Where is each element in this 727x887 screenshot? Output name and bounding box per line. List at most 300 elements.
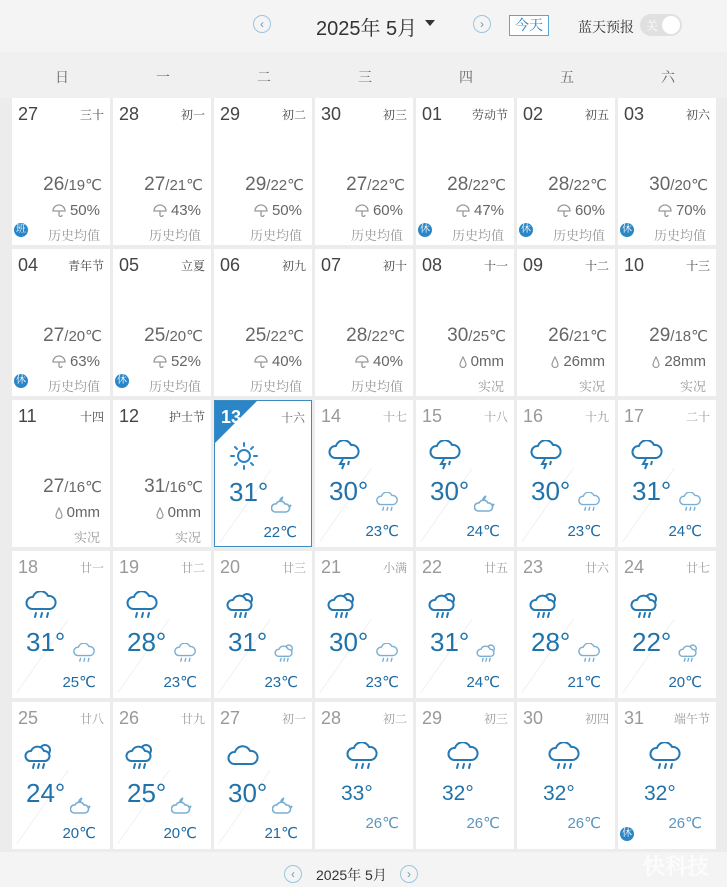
day-number: 02 (523, 104, 544, 124)
temperature-range (447, 325, 506, 347)
precipitation (152, 202, 201, 219)
rain-cloud-icon (125, 591, 159, 626)
forecast-high-temp: 30° (329, 627, 369, 657)
lunar-date: 初二 (382, 712, 407, 726)
day-cell[interactable] (618, 702, 716, 849)
next-month-button[interactable]: › (473, 15, 491, 33)
bluesky-forecast-label: 蓝天预报 (578, 19, 634, 35)
day-cell[interactable] (315, 249, 413, 396)
partly-rain-icon (529, 591, 563, 626)
day-cell[interactable] (214, 249, 312, 396)
day-number: 11 (18, 406, 37, 426)
rain-cloud-icon (446, 742, 480, 777)
temperature-range (346, 174, 405, 196)
high-temp: 27 (346, 174, 368, 195)
lunar-date: 廿一 (79, 561, 104, 575)
day-cell[interactable] (517, 551, 615, 698)
lunar-date: 廿七 (685, 561, 710, 575)
day-number: 27 (18, 104, 39, 124)
weekday-label: 四 (459, 69, 473, 85)
data-source-note: 历史均值 (148, 228, 201, 243)
lunar-date: 廿二 (180, 561, 205, 575)
lunar-date: 十一 (483, 259, 508, 273)
temperature-range (144, 174, 203, 196)
day-cell[interactable] (12, 551, 110, 698)
precipitation-value: 0mm (470, 353, 504, 370)
precipitation (556, 202, 605, 219)
forecast-low-temp: 22℃ (263, 524, 297, 541)
day-cell[interactable] (618, 400, 716, 547)
forecast-high-temp: 22° (632, 627, 672, 657)
lunar-date: 端午节 (673, 712, 710, 726)
high-temp: 25 (144, 325, 166, 346)
precipitation (54, 504, 100, 521)
forecast-low-temp: 26℃ (567, 815, 601, 832)
temperature-range (548, 325, 607, 347)
lunar-date: 初一 (180, 108, 205, 122)
day-cell[interactable] (214, 551, 312, 698)
day-number: 15 (422, 406, 443, 426)
partly-rain-icon (24, 742, 58, 777)
low-temp: /20℃ (165, 328, 203, 345)
forecast-low-temp: 24℃ (466, 523, 500, 540)
lunar-date: 护士节 (168, 410, 205, 424)
day-cell[interactable] (113, 400, 211, 547)
lunar-date: 廿三 (281, 561, 306, 575)
lunar-date: 初十 (382, 259, 407, 273)
day-number: 07 (321, 255, 342, 275)
day-number: 24 (624, 557, 645, 577)
calendar-header (0, 0, 727, 52)
high-temp: 26 (548, 325, 570, 346)
day-number: 25 (18, 708, 39, 728)
data-source-note: 历史均值 (47, 379, 100, 394)
night-partly-rain-icon (274, 643, 298, 669)
forecast-high-temp: 24° (26, 778, 66, 808)
precipitation-value: 52% (170, 353, 201, 370)
rain-cloud-icon (345, 742, 379, 777)
lunar-date: 廿九 (180, 712, 205, 726)
precipitation (152, 353, 201, 370)
precipitation-value: 70% (675, 202, 706, 219)
day-cell[interactable] (416, 551, 514, 698)
sun-icon (227, 441, 261, 476)
toggle-knob (662, 16, 680, 34)
forecast-low-temp: 24℃ (466, 674, 500, 691)
forecast-high-temp: 30° (228, 778, 268, 808)
precipitation (253, 202, 302, 219)
umbrella-icon (556, 202, 575, 219)
umbrella-icon (455, 202, 474, 219)
data-source-note: 历史均值 (451, 228, 504, 243)
umbrella-icon (657, 202, 676, 219)
data-source-note: 历史均值 (552, 228, 605, 243)
day-number: 29 (422, 708, 443, 728)
day-number: 17 (624, 406, 645, 426)
day-cell[interactable] (12, 249, 110, 396)
forecast-high-temp: 30° (329, 476, 369, 506)
lunar-date: 初五 (584, 108, 609, 122)
temperature-range (144, 476, 203, 498)
night-rain-cloud-icon (72, 643, 96, 669)
temperature-range (346, 325, 405, 347)
lunar-date: 十四 (79, 410, 104, 424)
precipitation-value: 28mm (664, 353, 706, 370)
lunar-date: 初九 (281, 259, 306, 273)
temperature-range (649, 325, 708, 347)
precipitation-value: 60% (372, 202, 403, 219)
day-number: 31 (624, 708, 645, 728)
day-cell[interactable] (214, 98, 312, 245)
day-number: 10 (624, 255, 645, 275)
thunderstorm-icon (428, 440, 462, 475)
day-cell[interactable] (12, 702, 110, 849)
holiday-badge: 休 (622, 828, 632, 839)
calendar-footer (0, 852, 727, 887)
precipitation (253, 353, 302, 370)
high-temp: 27 (43, 476, 65, 497)
thunderstorm-icon (529, 440, 563, 475)
day-cell[interactable] (517, 98, 615, 245)
partly-rain-icon (428, 591, 462, 626)
low-temp: /16℃ (165, 479, 203, 496)
day-cell[interactable] (214, 702, 312, 849)
high-temp: 30 (649, 174, 671, 195)
day-number: 16 (523, 406, 544, 426)
lunar-date: 青年节 (67, 259, 104, 273)
rain-cloud-icon (24, 591, 58, 626)
data-source-note: 历史均值 (249, 228, 302, 243)
lunar-date: 劳动节 (471, 108, 508, 122)
day-cell[interactable] (517, 702, 615, 849)
night-partly-cloudy-night-icon (272, 794, 298, 821)
lunar-date: 十九 (584, 410, 609, 424)
day-cell[interactable] (214, 400, 312, 547)
precipitation-value: 50% (69, 202, 100, 219)
day-number: 20 (220, 557, 241, 577)
data-source-note: 实况 (174, 530, 201, 545)
low-temp: /20℃ (670, 177, 708, 194)
day-number: 30 (523, 708, 544, 728)
day-number: 13 (221, 407, 242, 427)
night-partly-cloudy-night-icon (171, 794, 197, 821)
forecast-low-temp: 23℃ (365, 674, 399, 691)
weekday-label: 一 (156, 69, 170, 85)
high-temp: 30 (447, 325, 469, 346)
forecast-high-temp: 31° (430, 627, 470, 657)
umbrella-icon (354, 353, 373, 370)
precipitation (354, 202, 403, 219)
lunar-date: 二十 (685, 410, 710, 424)
data-source-note: 实况 (679, 379, 706, 394)
day-number: 05 (119, 255, 140, 275)
thunderstorm-icon (327, 440, 361, 475)
precipitation-value: 63% (69, 353, 100, 370)
data-source-note: 历史均值 (653, 228, 706, 243)
forecast-high-temp: 31° (632, 476, 672, 506)
raindrop-icon (550, 353, 563, 370)
precipitation-value: 0mm (66, 504, 100, 521)
precipitation-value: 60% (574, 202, 605, 219)
night-rain-cloud-icon (375, 492, 399, 518)
night-rain-cloud-icon (173, 643, 197, 669)
lunar-date: 十七 (382, 410, 407, 424)
low-temp: /21℃ (569, 328, 607, 345)
temperature-range (43, 476, 102, 498)
temperature-range (245, 325, 304, 347)
cloud-icon (226, 742, 260, 775)
weekday-label: 五 (560, 69, 574, 85)
lunar-date: 初三 (382, 108, 407, 122)
precipitation (51, 353, 100, 370)
day-cell[interactable] (618, 249, 716, 396)
forecast-low-temp: 26℃ (466, 815, 500, 832)
day-cell[interactable] (113, 702, 211, 849)
day-cell[interactable] (315, 98, 413, 245)
night-partly-cloudy-night-icon (70, 794, 96, 821)
low-temp: /16℃ (64, 479, 102, 496)
footer-month-title: 2025年 5月 (316, 867, 387, 883)
precipitation (354, 353, 403, 370)
day-number: 04 (18, 255, 39, 275)
forecast-low-temp: 24℃ (668, 523, 702, 540)
day-cell[interactable] (416, 249, 514, 396)
month-title[interactable]: 2025年 5月 (316, 18, 418, 40)
high-temp: 27 (43, 325, 65, 346)
temperature-range (43, 174, 102, 196)
forecast-high-temp: 30° (531, 476, 571, 506)
precipitation (455, 202, 504, 219)
day-number: 06 (220, 255, 241, 275)
weekday-label: 三 (358, 69, 372, 85)
lunar-date: 廿五 (483, 561, 508, 575)
umbrella-icon (152, 353, 171, 370)
temperature-range (245, 174, 304, 196)
day-cell[interactable] (315, 702, 413, 849)
forecast-high-temp: 25° (127, 778, 167, 808)
weekday-label: 二 (257, 69, 271, 85)
holiday-badge: 休 (117, 375, 127, 386)
forecast-high-temp: 31° (26, 627, 66, 657)
forecast-high-temp: 32° (442, 782, 474, 805)
forecast-low-temp: 26℃ (365, 815, 399, 832)
forecast-low-temp: 21℃ (264, 825, 298, 842)
low-temp: /22℃ (367, 177, 405, 194)
holiday-badge: 班 (16, 224, 26, 235)
precipitation-value: 26mm (563, 353, 605, 370)
umbrella-icon (51, 353, 70, 370)
forecast-low-temp: 20℃ (668, 674, 702, 691)
month-dropdown-caret-icon[interactable] (425, 20, 435, 26)
forecast-low-temp: 23℃ (264, 674, 298, 691)
raindrop-icon (458, 353, 471, 370)
precipitation-value: 47% (473, 202, 504, 219)
night-partly-rain-icon (678, 643, 702, 669)
low-temp: /19℃ (64, 177, 102, 194)
rain-cloud-icon (547, 742, 581, 777)
precipitation (550, 353, 605, 370)
day-number: 22 (422, 557, 443, 577)
lunar-date: 十二 (584, 259, 609, 273)
holiday-badge: 休 (16, 375, 26, 386)
lunar-date: 廿六 (584, 561, 609, 575)
day-number: 21 (321, 557, 342, 577)
forecast-low-temp: 25℃ (62, 674, 96, 691)
precipitation-value: 40% (372, 353, 403, 370)
watermark: 快科技 (642, 854, 709, 879)
prev-month-button[interactable]: ‹ (253, 15, 271, 33)
day-number: 18 (18, 557, 39, 577)
umbrella-icon (253, 353, 272, 370)
lunar-date: 初一 (281, 712, 306, 726)
rain-cloud-icon (648, 742, 682, 777)
high-temp: 28 (548, 174, 570, 195)
bluesky-toggle[interactable] (640, 14, 682, 36)
day-number: 19 (119, 557, 140, 577)
night-rain-cloud-icon (577, 492, 601, 518)
footer-next-month-button[interactable]: › (400, 865, 418, 883)
partly-rain-icon (125, 742, 159, 777)
raindrop-icon (155, 504, 168, 521)
day-number: 26 (119, 708, 140, 728)
precipitation-value: 40% (271, 353, 302, 370)
temperature-range (144, 325, 203, 347)
forecast-low-temp: 20℃ (163, 825, 197, 842)
data-source-note: 实况 (477, 379, 504, 394)
high-temp: 27 (144, 174, 166, 195)
day-number: 27 (220, 708, 241, 728)
day-number: 03 (624, 104, 645, 124)
forecast-high-temp: 28° (531, 627, 571, 657)
lunar-date: 初三 (483, 712, 508, 726)
temperature-range (43, 325, 102, 347)
forecast-low-temp: 23℃ (567, 523, 601, 540)
holiday-badge: 休 (521, 224, 531, 235)
low-temp: /20℃ (64, 328, 102, 345)
forecast-low-temp: 23℃ (365, 523, 399, 540)
raindrop-icon (54, 504, 67, 521)
footer-prev-month-button[interactable]: ‹ (284, 865, 302, 883)
day-cell[interactable] (12, 400, 110, 547)
thunderstorm-icon (630, 440, 664, 475)
low-temp: /21℃ (165, 177, 203, 194)
day-number: 28 (119, 104, 140, 124)
day-cell[interactable] (113, 249, 211, 396)
lunar-date: 小满 (382, 561, 407, 575)
day-cell[interactable] (113, 551, 211, 698)
day-number: 09 (523, 255, 544, 275)
lunar-date: 初六 (685, 108, 710, 122)
precipitation-value: 43% (170, 202, 201, 219)
day-number: 30 (321, 104, 342, 124)
forecast-high-temp: 32° (543, 782, 575, 805)
forecast-high-temp: 28° (127, 627, 167, 657)
forecast-low-temp: 21℃ (567, 674, 601, 691)
night-rain-cloud-icon (375, 643, 399, 669)
partly-rain-icon (630, 591, 664, 626)
day-number: 23 (523, 557, 544, 577)
day-cell[interactable] (416, 98, 514, 245)
data-source-note: 实况 (73, 530, 100, 545)
day-cell[interactable] (113, 98, 211, 245)
umbrella-icon (152, 202, 171, 219)
today-button[interactable]: 今天 (509, 15, 549, 36)
data-source-note: 历史均值 (249, 379, 302, 394)
forecast-low-temp: 26℃ (668, 815, 702, 832)
holiday-badge: 休 (622, 224, 632, 235)
weekday-label: 日 (55, 69, 69, 85)
precipitation (651, 353, 706, 370)
day-number: 08 (422, 255, 443, 275)
precipitation (657, 202, 706, 219)
data-source-note: 历史均值 (350, 228, 403, 243)
day-number: 12 (119, 406, 140, 426)
day-cell[interactable] (618, 551, 716, 698)
precipitation (51, 202, 100, 219)
forecast-high-temp: 32° (644, 782, 676, 805)
night-partly-rain-icon (476, 643, 500, 669)
temperature-range (447, 174, 506, 196)
day-number: 14 (321, 406, 342, 426)
weekday-header (0, 52, 727, 98)
low-temp: /22℃ (266, 328, 304, 345)
weekday-label: 六 (661, 69, 675, 85)
low-temp: /25℃ (468, 328, 506, 345)
night-partly-cloudy-night-icon (271, 493, 297, 520)
high-temp: 28 (346, 325, 368, 346)
precipitation-value: 50% (271, 202, 302, 219)
precipitation (458, 353, 504, 370)
high-temp: 31 (144, 476, 166, 497)
umbrella-icon (253, 202, 272, 219)
forecast-high-temp: 30° (430, 476, 470, 506)
umbrella-icon (354, 202, 373, 219)
forecast-high-temp: 31° (229, 477, 269, 507)
data-source-note: 历史均值 (350, 379, 403, 394)
day-cell[interactable] (416, 702, 514, 849)
forecast-low-temp: 20℃ (62, 825, 96, 842)
temperature-range (649, 174, 708, 196)
high-temp: 29 (649, 325, 671, 346)
lunar-date: 廿八 (79, 712, 104, 726)
high-temp: 26 (43, 174, 65, 195)
precipitation-value: 0mm (167, 504, 201, 521)
night-rain-cloud-icon (678, 492, 702, 518)
forecast-low-temp: 23℃ (163, 674, 197, 691)
day-cell[interactable] (315, 400, 413, 547)
day-cell[interactable] (416, 400, 514, 547)
toggle-state-label: 关 (646, 19, 659, 33)
day-cell[interactable] (618, 98, 716, 245)
high-temp: 25 (245, 325, 267, 346)
raindrop-icon (651, 353, 664, 370)
umbrella-icon (51, 202, 70, 219)
day-cell[interactable] (315, 551, 413, 698)
low-temp: /22℃ (468, 177, 506, 194)
lunar-date: 立夏 (180, 259, 205, 273)
forecast-high-temp: 31° (228, 627, 268, 657)
day-cell[interactable] (517, 400, 615, 547)
partly-rain-icon (327, 591, 361, 626)
holiday-badge: 休 (420, 224, 430, 235)
low-temp: /22℃ (367, 328, 405, 345)
day-number: 29 (220, 104, 241, 124)
low-temp: /18℃ (670, 328, 708, 345)
day-cell[interactable] (12, 98, 110, 245)
day-cell[interactable] (517, 249, 615, 396)
lunar-date: 十八 (483, 410, 508, 424)
temperature-range (548, 174, 607, 196)
